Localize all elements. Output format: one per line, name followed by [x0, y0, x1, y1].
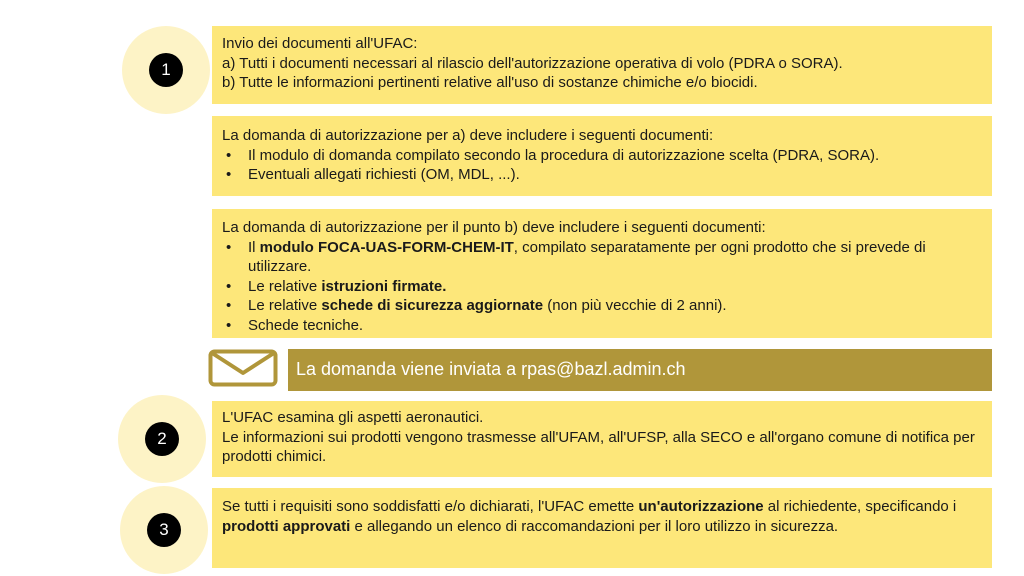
form-name: modulo FOCA-UAS-FORM-CHEM-IT	[259, 238, 514, 256]
bullet-bold-text: schede di sicurezza aggiornate	[321, 297, 544, 314]
list-item	[222, 238, 982, 277]
submission-email-bar	[288, 349, 992, 391]
submission-title: Invio dei documenti all'UFAC:	[222, 35, 418, 52]
step-3-circle	[120, 486, 208, 574]
review-line-1: L'UFAC esamina gli aspetti aeronautici.	[222, 409, 484, 426]
bullet-text: (non più vecchie di 2 anni).	[543, 297, 727, 314]
authorization-text-part: e allegando un elenco di raccomandazioni per il loro utilizzo in sicurezza.	[350, 517, 839, 535]
authorization-box	[212, 488, 992, 568]
bullet-text: , compilato separatamente per ogni prodotto che si prevede di utilizzare.	[248, 238, 926, 275]
submission-line-b: b) Tutte le informazioni pertinenti relative all'uso di sostanze chimiche e/o biocidi.	[222, 74, 758, 91]
envelope-icon	[208, 349, 278, 387]
step-number-1: 1	[149, 53, 183, 87]
submission-line-a: a) Tutti i documenti necessari al rilascio dell'autorizzazione operativa di volo (PDRA o SORA).	[222, 54, 843, 72]
step-number-2: 2	[145, 422, 179, 456]
requirements-b-intro: La domanda di autorizzazione per il punto b) deve includere i seguenti documenti:	[222, 219, 766, 236]
step-1-circle	[122, 26, 210, 114]
submission-email-text: La domanda viene inviata a rpas@bazl.admin.ch	[296, 359, 686, 379]
bullet-bold-text: istruzioni firmate.	[321, 277, 447, 295]
list-item: • Schede tecniche.	[222, 316, 982, 336]
step-number-3: 3	[147, 513, 181, 547]
bullet-text: Le relative	[248, 277, 322, 295]
list-item: • Il modulo di domanda compilato secondo la procedura di autorizzazione scelta (PDRA, SORA).	[222, 146, 982, 166]
bullet-text: Il	[248, 238, 260, 256]
review-box	[212, 401, 992, 477]
authorization-text-part: Se tutti i requisiti sono soddisfatti e/o dichiarati, l'UFAC emette	[222, 498, 639, 515]
authorization-text	[222, 497, 982, 536]
list-item	[222, 277, 982, 297]
requirements-a-intro: La domanda di autorizzazione per a) deve includere i seguenti documenti:	[222, 127, 714, 144]
list-item	[222, 296, 982, 316]
step-2-circle	[118, 395, 206, 483]
requirements-b-box	[212, 209, 992, 338]
bullet-text: Le relative	[248, 297, 322, 314]
requirements-b-list	[222, 238, 982, 336]
approved-products-bold: prodotti approvati	[222, 517, 351, 535]
authorization-bold: un'autorizzazione	[638, 498, 764, 515]
authorization-text-part: al richiedente, specificando i	[763, 498, 957, 515]
requirements-a-list	[222, 146, 982, 185]
review-line-2: Le informazioni sui prodotti vengono trasmesse all'UFAM, all'UFSP, alla SECO e all'organo comune di notifica per prodotti chimici.	[222, 428, 975, 465]
list-item: • Eventuali allegati richiesti (OM, MDL, ...).	[222, 165, 982, 185]
requirements-a-box	[212, 116, 992, 196]
submission-box	[212, 26, 992, 104]
